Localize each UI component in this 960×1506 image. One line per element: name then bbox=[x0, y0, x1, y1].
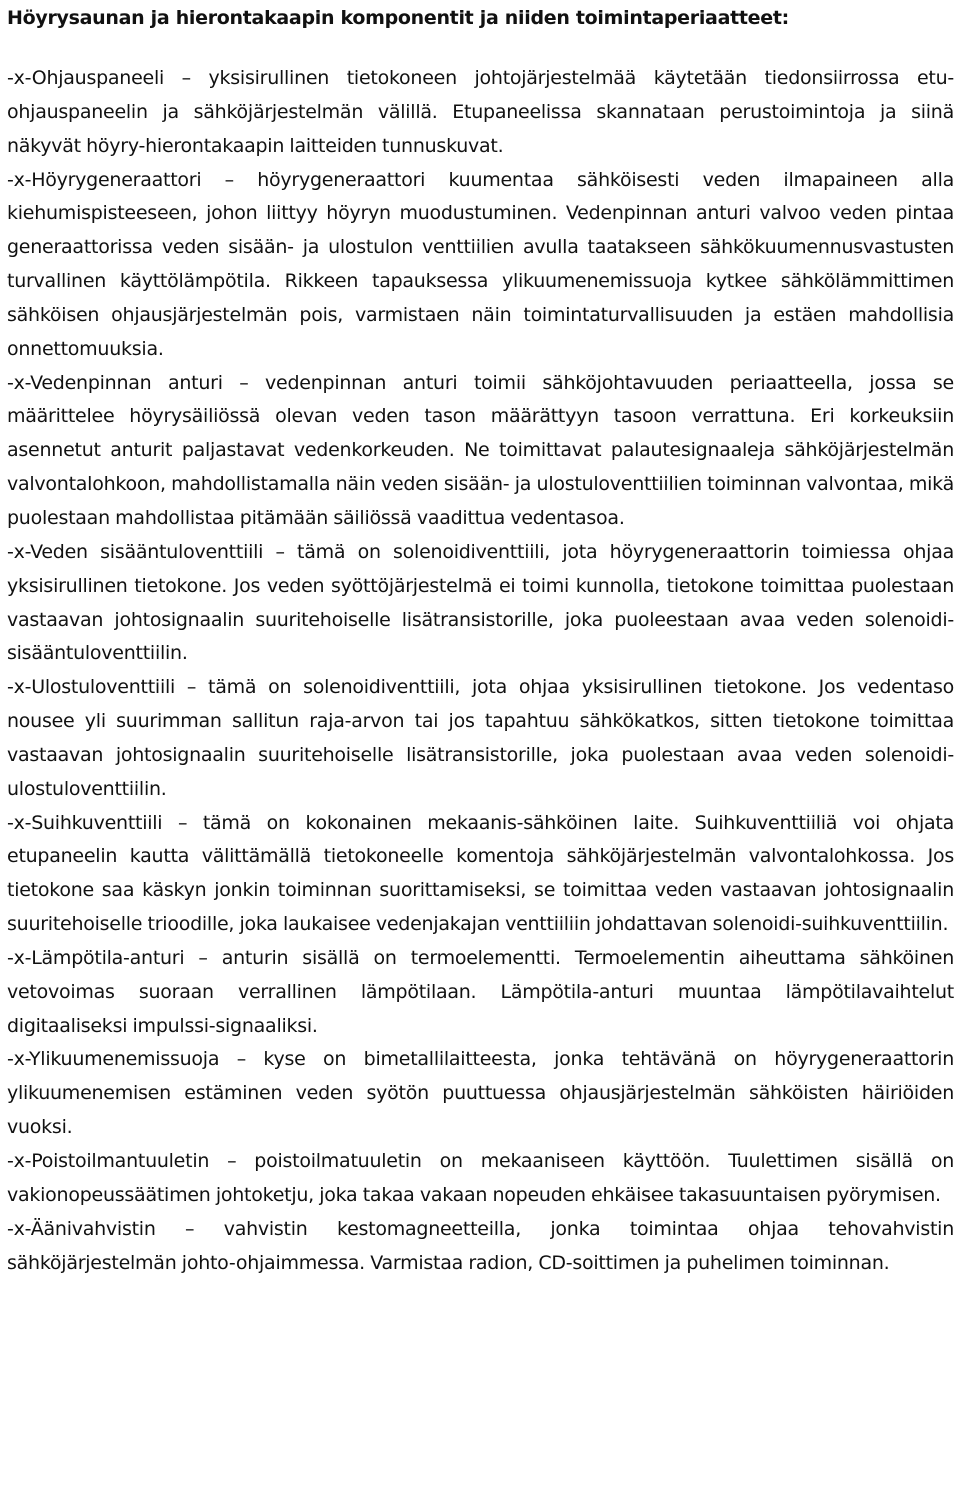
paragraph-overheat-protection: -x-Ylikuumenemissuoja – kyse on bimetallilaitteesta, jonka tehtävänä on höyrygeneraattorin ylikuumenemisen estäminen veden syötön puuttuessa ohjausjärjestelmän sähköisten häiriöiden vuoksi. bbox=[7, 1048, 954, 1139]
paragraph-outlet-valve: -x-Ulostuloventtiili – tämä on solenoidiventtiili, jota ohjaa yksisirullinen tietokone. Jos vedentaso nousee yli suurimman sallitun raja-arvon tai jos tapahtuu sähkökatkos, sitten tietokone toimittaa vastaavan johtosignaalin suuritehoiselle lisätransistorille, joka puolestaan avaa veden solenoidi-ulostuloventtiilin. bbox=[7, 676, 954, 800]
paragraph-water-level-sensor: -x-Vedenpinnan anturi – vedenpinnan anturi toimii sähköjohtavuuden periaatteella, jossa se määrittelee höyrysäiliössä olevan veden tason määrättyyn tasoon verrattuna. Eri korkeuksiin asennetut anturit paljastavat vedenkorkeuden. Ne toimittavat palautesignaaleja sähköjärjestelmän valvontalohkoon, mahdollistamalla näin veden sisään- ja ulostuloventtiilien toiminnan valvontaa, mikä puolestaan mahdollistaa pitämään säiliössä vaadittua vedentasoa. bbox=[7, 371, 954, 529]
paragraph-steam-generator: -x-Höyrygeneraattori – höyrygeneraattori kuumentaa sähköisesti veden ilmapaineen alla kiehumispisteeseen, johon liittyy höyryn muodustuminen. Vedenpinnan anturi valvoo veden pintaa generaattorissa veden sisään- ja ulostulon venttiilien avulla taatakseen sähkökuumennusvastusten turvallinen käyttölämpötila. Rikkeen tapauksessa ylikuumenemissuoja kytkee sähkölämmittimen sähköisen ohjausjärjestelmän pois, varmistaen näin toimintaturvallisuuden ja estäen mahdollisia onnettomuuksia. bbox=[7, 168, 954, 360]
paragraph-temperature-sensor: -x-Lämpötila-anturi – anturin sisällä on termoelementti. Termoelementin aiheuttama sähköinen vetovoimas suoraan verrallinen lämpötilaan. Lämpötila-anturi muuntaa lämpötilavaihtelut digitaaliseksi impulssi-signaaliksi. bbox=[7, 946, 954, 1037]
paragraph-shower-valve: -x-Suihkuventtiili – tämä on kokonainen mekaanis-sähköinen laite. Suihkuventtiiliä voi ohjata etupaneelin kautta välittämällä tietokoneelle komentoja sähköjärjestelmän valvontalohkossa. Jos tietokone saa käskyn jonkin toiminnan suorittamiseksi, se toimittaa veden vastaavan johtosignaalin suuritehoiselle trioodille, joka laukaisee vedenjakajan venttiiliin johdattavan solenoidi-suihkuventtiilin. bbox=[7, 811, 954, 936]
paragraph-exhaust-fan: -x-Poistoilmantuuletin – poistoilmatuuletin on mekaaniseen käyttöön. Tuulettimen sisällä on vakionopeussäätimen johtoketju, joka takaa vakaan nopeuden ehkäisee takasuuntaisen pyörymisen. bbox=[7, 1150, 954, 1206]
document-title: Höyrysaunan ja hierontakaapin komponentit ja niiden toimintaperiaatteet: bbox=[7, 7, 789, 29]
paragraph-control-panel: -x-Ohjauspaneeli – yksisirullinen tietokoneen johtojärjestelmää käytetään tiedonsiirrossa etu-ohjauspaneelin ja sähköjärjestelmän välillä. Etupaneelissa skannataan perustoimintoja ja siinä näkyvät höyry-hierontakaapin laitteiden tunnuskuvat. bbox=[7, 67, 954, 157]
paragraph-audio-amplifier: -x-Äänivahvistin – vahvistin kestomagneetteilla, jonka toimintaa ohjaa tehovahvistin sähköjärjestelmän johto-ohjaimmessa. Varmistaa radion, CD-soittimen ja puhelimen toiminnan. bbox=[7, 1217, 954, 1274]
paragraph-water-inlet-valve: -x-Veden sisääntuloventtiili – tämä on solenoidiventtiili, jota höyrygeneraattorin toimiessa ohjaa yksisirullinen tietokone. Jos veden syöttöjärjestelmä ei toimi kunnolla, tietokone toimittaa puolestaan vastaavan johtosignaalin suuritehoiselle lisätransistorille, joka puoleestaan avaa veden solenoidi-sisääntuloventtiilin. bbox=[7, 540, 954, 665]
